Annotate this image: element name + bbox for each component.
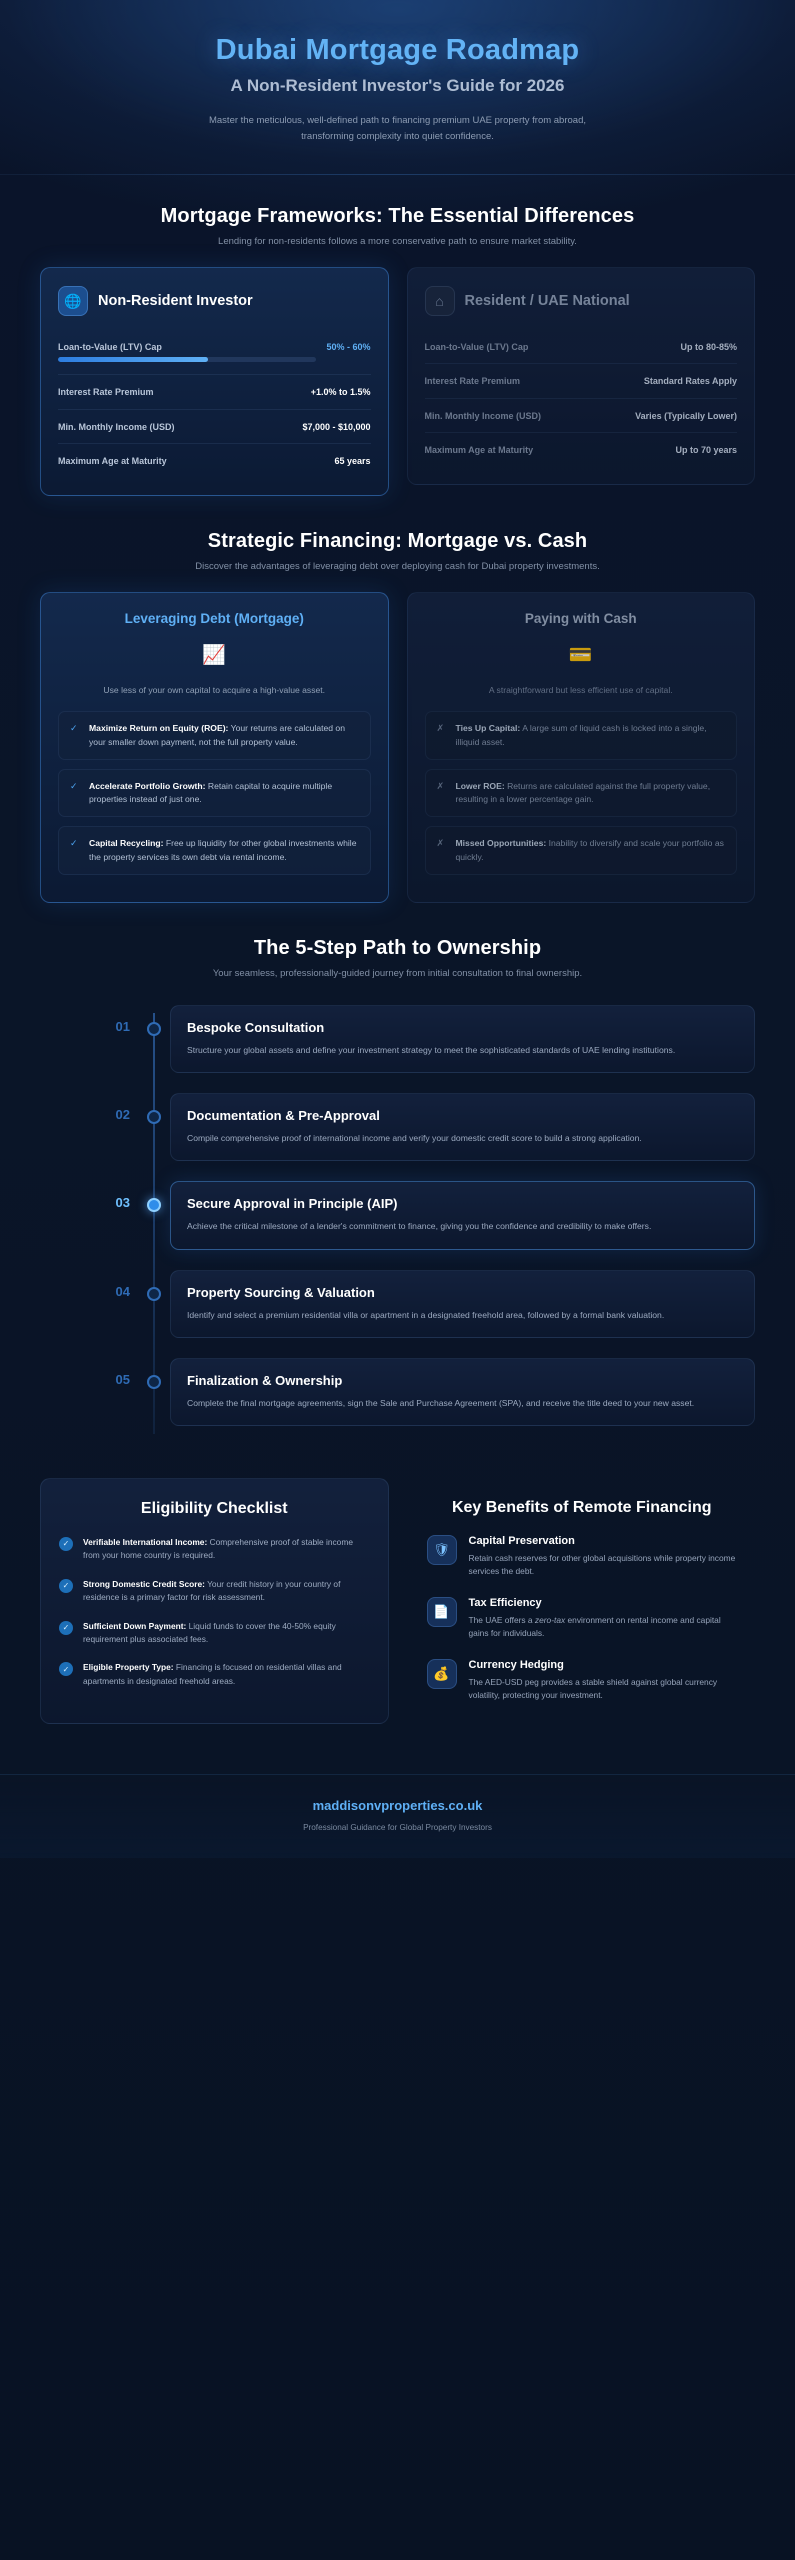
spec-row bbox=[58, 410, 371, 444]
benefit-text: The AED-USD peg provides a stable shield against global currency volatility, protecting your investment. bbox=[468, 1676, 718, 1700]
step-dot-active bbox=[147, 1198, 161, 1212]
step-number: 02 bbox=[115, 1107, 130, 1123]
strategy-point bbox=[58, 711, 371, 760]
strategy-card-summary: Use less of your own capital to acquire a high-value asset. bbox=[103, 684, 326, 695]
strategy-card-title: Paying with Cash bbox=[524, 610, 637, 626]
spec-label: Maximum Age at Maturity bbox=[424, 444, 534, 455]
checklist-text: Financing is focused on residential villas and apartments in designated freehold areas. bbox=[83, 1662, 342, 1686]
frameworks-header bbox=[40, 205, 755, 247]
ltv-bar-fill bbox=[58, 357, 208, 362]
step-dot bbox=[147, 1110, 161, 1124]
spec-row bbox=[425, 330, 738, 364]
spec-label: Interest Rate Premium bbox=[424, 376, 521, 387]
page-subtitle: A Non-Resident Investor's Guide for 2026 bbox=[230, 76, 565, 95]
framework-card-non-resident bbox=[40, 267, 389, 496]
spec-row bbox=[58, 444, 371, 477]
card-header bbox=[58, 286, 371, 316]
spec-value: 65 years bbox=[334, 455, 371, 466]
frameworks-grid bbox=[40, 267, 755, 496]
strategy-point bbox=[425, 826, 738, 875]
spec-row bbox=[425, 399, 738, 433]
point-title: Maximize Return on Equity (ROE): bbox=[89, 723, 229, 734]
point-title: Capital Recycling: bbox=[89, 838, 164, 849]
step-dot bbox=[147, 1022, 161, 1036]
strategy-heading: Strategic Financing: Mortgage vs. Cash bbox=[207, 529, 588, 552]
check-icon: ✓ bbox=[59, 1537, 73, 1551]
footer bbox=[0, 1774, 795, 1858]
step-card bbox=[170, 1093, 755, 1161]
step-dot bbox=[147, 1375, 161, 1389]
frameworks-heading: Mortgage Frameworks: The Essential Differences bbox=[160, 205, 635, 228]
benefit-text-pre: The UAE offers a bbox=[468, 1614, 535, 1625]
check-icon: ✓ bbox=[59, 1621, 73, 1635]
step-number: 03 bbox=[115, 1195, 130, 1211]
spec-value: Varies (Typically Lower) bbox=[635, 410, 737, 421]
step-item bbox=[40, 1005, 755, 1073]
benefit-item bbox=[427, 1535, 738, 1579]
globe-investor-icon: 🌐 bbox=[58, 286, 88, 316]
point-title: Lower ROE: bbox=[455, 780, 505, 791]
bottom-section bbox=[0, 1460, 795, 1740]
currency-icon: 💰 bbox=[427, 1659, 457, 1689]
benefits-heading: Key Benefits of Remote Financing bbox=[451, 1498, 712, 1516]
eligibility-heading: Eligibility Checklist bbox=[140, 1499, 288, 1517]
cross-icon: ✗ bbox=[436, 838, 445, 849]
step-title: Secure Approval in Principle (AIP) bbox=[187, 1196, 398, 1212]
step-card bbox=[170, 1358, 755, 1426]
checklist-title: Verifiable International Income: bbox=[83, 1536, 208, 1547]
strategy-point bbox=[58, 769, 371, 818]
step-number: 01 bbox=[115, 1019, 130, 1035]
benefit-item bbox=[427, 1597, 738, 1641]
strategy-grid bbox=[40, 592, 755, 903]
point-text: Your returns are calculated on your smaller down payment, not the full property value. bbox=[89, 723, 345, 747]
cross-icon: ✗ bbox=[436, 780, 445, 791]
step-card bbox=[170, 1181, 755, 1249]
spec-value: 50% - 60% bbox=[326, 342, 371, 353]
strategy-point bbox=[58, 826, 371, 875]
checklist-text: Your credit history in your country of residence is a primary factor for risk assessment. bbox=[83, 1578, 341, 1603]
path-subheading: Your seamless, professionally-guided journey from initial consultation to final ownership. bbox=[212, 968, 583, 980]
spec-value: Up to 80-85% bbox=[680, 342, 737, 353]
step-item bbox=[40, 1358, 755, 1426]
strategy-subheading: Discover the advantages of leveraging debt over deploying cash for Dubai property investments. bbox=[195, 560, 600, 572]
spec-label: Loan-to-Value (LTV) Cap bbox=[58, 342, 162, 353]
checklist-title: Strong Domestic Credit Score: bbox=[83, 1578, 205, 1589]
step-title: Finalization & Ownership bbox=[187, 1372, 343, 1388]
path-heading: The 5-Step Path to Ownership bbox=[253, 937, 542, 960]
spec-label: Maximum Age at Maturity bbox=[58, 455, 167, 466]
checklist-item bbox=[59, 1620, 370, 1647]
framework-card-resident bbox=[407, 267, 756, 485]
check-icon: ✓ bbox=[59, 1579, 73, 1593]
check-icon: ✓ bbox=[70, 723, 78, 734]
path-section bbox=[0, 907, 795, 1460]
trend-up-icon: 📈 bbox=[202, 644, 227, 666]
step-title: Documentation & Pre-Approval bbox=[187, 1108, 380, 1124]
benefits-panel bbox=[409, 1478, 756, 1740]
step-item-current bbox=[40, 1181, 755, 1249]
benefit-title: Tax Efficiency bbox=[468, 1596, 542, 1609]
step-title: Bespoke Consultation bbox=[187, 1020, 325, 1036]
benefit-title: Capital Preservation bbox=[468, 1534, 575, 1547]
checklist-item bbox=[59, 1536, 370, 1563]
benefit-item bbox=[427, 1659, 738, 1703]
check-icon: ✓ bbox=[70, 838, 78, 849]
spec-value: +1.0% to 1.5% bbox=[310, 387, 371, 398]
point-text: A large sum of liquid cash is locked into a single, illiquid asset. bbox=[455, 723, 707, 747]
spec-value: Up to 70 years bbox=[675, 444, 737, 455]
page-title: Dubai Mortgage Roadmap bbox=[215, 34, 580, 66]
spec-label: Min. Monthly Income (USD) bbox=[424, 410, 541, 421]
ltv-bar-track bbox=[58, 357, 316, 362]
step-dot bbox=[147, 1287, 161, 1301]
benefit-title: Currency Hedging bbox=[468, 1658, 564, 1671]
strategy-card-cash bbox=[407, 592, 756, 903]
strategy-section bbox=[0, 500, 795, 907]
benefit-text: Retain cash reserves for other global acquisitions while property income services the debt. bbox=[468, 1552, 736, 1577]
step-card bbox=[170, 1005, 755, 1073]
steps-timeline bbox=[40, 999, 755, 1456]
spec-row bbox=[58, 375, 371, 409]
spec-label: Min. Monthly Income (USD) bbox=[58, 421, 175, 432]
step-item bbox=[40, 1093, 755, 1161]
check-icon: ✓ bbox=[59, 1662, 73, 1676]
checklist-item bbox=[59, 1661, 370, 1688]
strategy-point bbox=[425, 711, 738, 760]
cross-icon: ✗ bbox=[436, 723, 445, 734]
card-header bbox=[425, 286, 738, 316]
checklist-title: Eligible Property Type: bbox=[83, 1662, 174, 1673]
spec-label: Interest Rate Premium bbox=[58, 387, 154, 398]
strategy-header bbox=[40, 530, 755, 572]
point-text: Retain capital to acquire multiple properties instead of just one. bbox=[89, 780, 333, 805]
point-text: Returns are calculated against the full property value, resulting in a lower percentage gain. bbox=[455, 780, 711, 805]
benefit-text-post: environment on rental income and capital gains for individuals. bbox=[468, 1614, 721, 1639]
checklist-text: Liquid funds to cover the 40-50% equity requirement plus associated fees. bbox=[83, 1620, 336, 1644]
spec-value: $7,000 - $10,000 bbox=[302, 421, 371, 432]
strategy-point bbox=[425, 769, 738, 818]
step-item bbox=[40, 1270, 755, 1338]
card-title: Non-Resident Investor bbox=[98, 293, 253, 310]
frameworks-section bbox=[0, 175, 795, 500]
step-text: Identify and select a premium residential villa or apartment in a designated freehold area, followed by a formal bank valuation. bbox=[187, 1309, 665, 1320]
point-text: Inability to diversify and scale your portfolio as quickly. bbox=[455, 838, 724, 862]
strategy-card-title: Leveraging Debt (Mortgage) bbox=[124, 610, 304, 626]
spec-label: Loan-to-Value (LTV) Cap bbox=[424, 342, 529, 353]
step-text: Achieve the critical milestone of a lender's commitment to finance, giving you the confidence and credibility to make offers. bbox=[187, 1221, 652, 1232]
step-card bbox=[170, 1270, 755, 1338]
spec-row bbox=[58, 330, 371, 375]
strategy-card-mortgage bbox=[40, 592, 389, 903]
hero-intro: Master the meticulous, well-defined path to financing premium UAE property from abroad, transforming complexity into quiet confidence. bbox=[208, 115, 586, 142]
step-number: 05 bbox=[115, 1371, 130, 1387]
checklist-title: Sufficient Down Payment: bbox=[83, 1620, 187, 1631]
cash-icon: 💳 bbox=[568, 644, 593, 666]
step-text: Complete the final mortgage agreements, sign the Sale and Purchase Agreement (SPA), and receive the title deed to your new asset. bbox=[187, 1397, 695, 1408]
point-title: Ties Up Capital: bbox=[455, 723, 521, 734]
point-text: Free up liquidity for other global investments while the property services its own debt via rental income. bbox=[89, 838, 357, 862]
website-link[interactable]: maddisonvproperties.co.uk bbox=[312, 1798, 483, 1814]
frameworks-subheading: Lending for non-residents follows a more conservative path to ensure market stability. bbox=[218, 236, 577, 248]
spec-row bbox=[425, 433, 738, 466]
strategy-card-summary: A straightforward but less efficient use of capital. bbox=[488, 684, 673, 695]
footer-tagline: Professional Guidance for Global Property Investors bbox=[303, 1823, 492, 1833]
benefit-emphasis: zero-tax bbox=[534, 1614, 566, 1625]
check-icon: ✓ bbox=[70, 780, 78, 791]
path-header bbox=[40, 937, 755, 979]
shield-icon: 🛡 bbox=[427, 1535, 457, 1565]
card-title: Resident / UAE National bbox=[464, 293, 630, 310]
step-text: Compile comprehensive proof of international income and verify your domestic credit score to build a strong application. bbox=[187, 1133, 642, 1144]
spec-value: Standard Rates Apply bbox=[643, 376, 737, 387]
step-text: Structure your global assets and define your investment strategy to meet the sophisticated standards of UAE lending institutions. bbox=[187, 1045, 676, 1056]
step-number: 04 bbox=[115, 1283, 130, 1299]
spec-row bbox=[425, 364, 738, 398]
checklist-text: Comprehensive proof of stable income from your home country is required. bbox=[83, 1536, 353, 1561]
home-icon: ⌂ bbox=[425, 286, 455, 316]
hero-section bbox=[0, 0, 795, 175]
tax-document-icon: 📄 bbox=[427, 1597, 457, 1627]
eligibility-panel bbox=[40, 1478, 389, 1724]
point-title: Missed Opportunities: bbox=[455, 838, 547, 849]
point-title: Accelerate Portfolio Growth: bbox=[89, 780, 206, 791]
step-title: Property Sourcing & Valuation bbox=[187, 1284, 375, 1300]
checklist-item bbox=[59, 1578, 370, 1605]
